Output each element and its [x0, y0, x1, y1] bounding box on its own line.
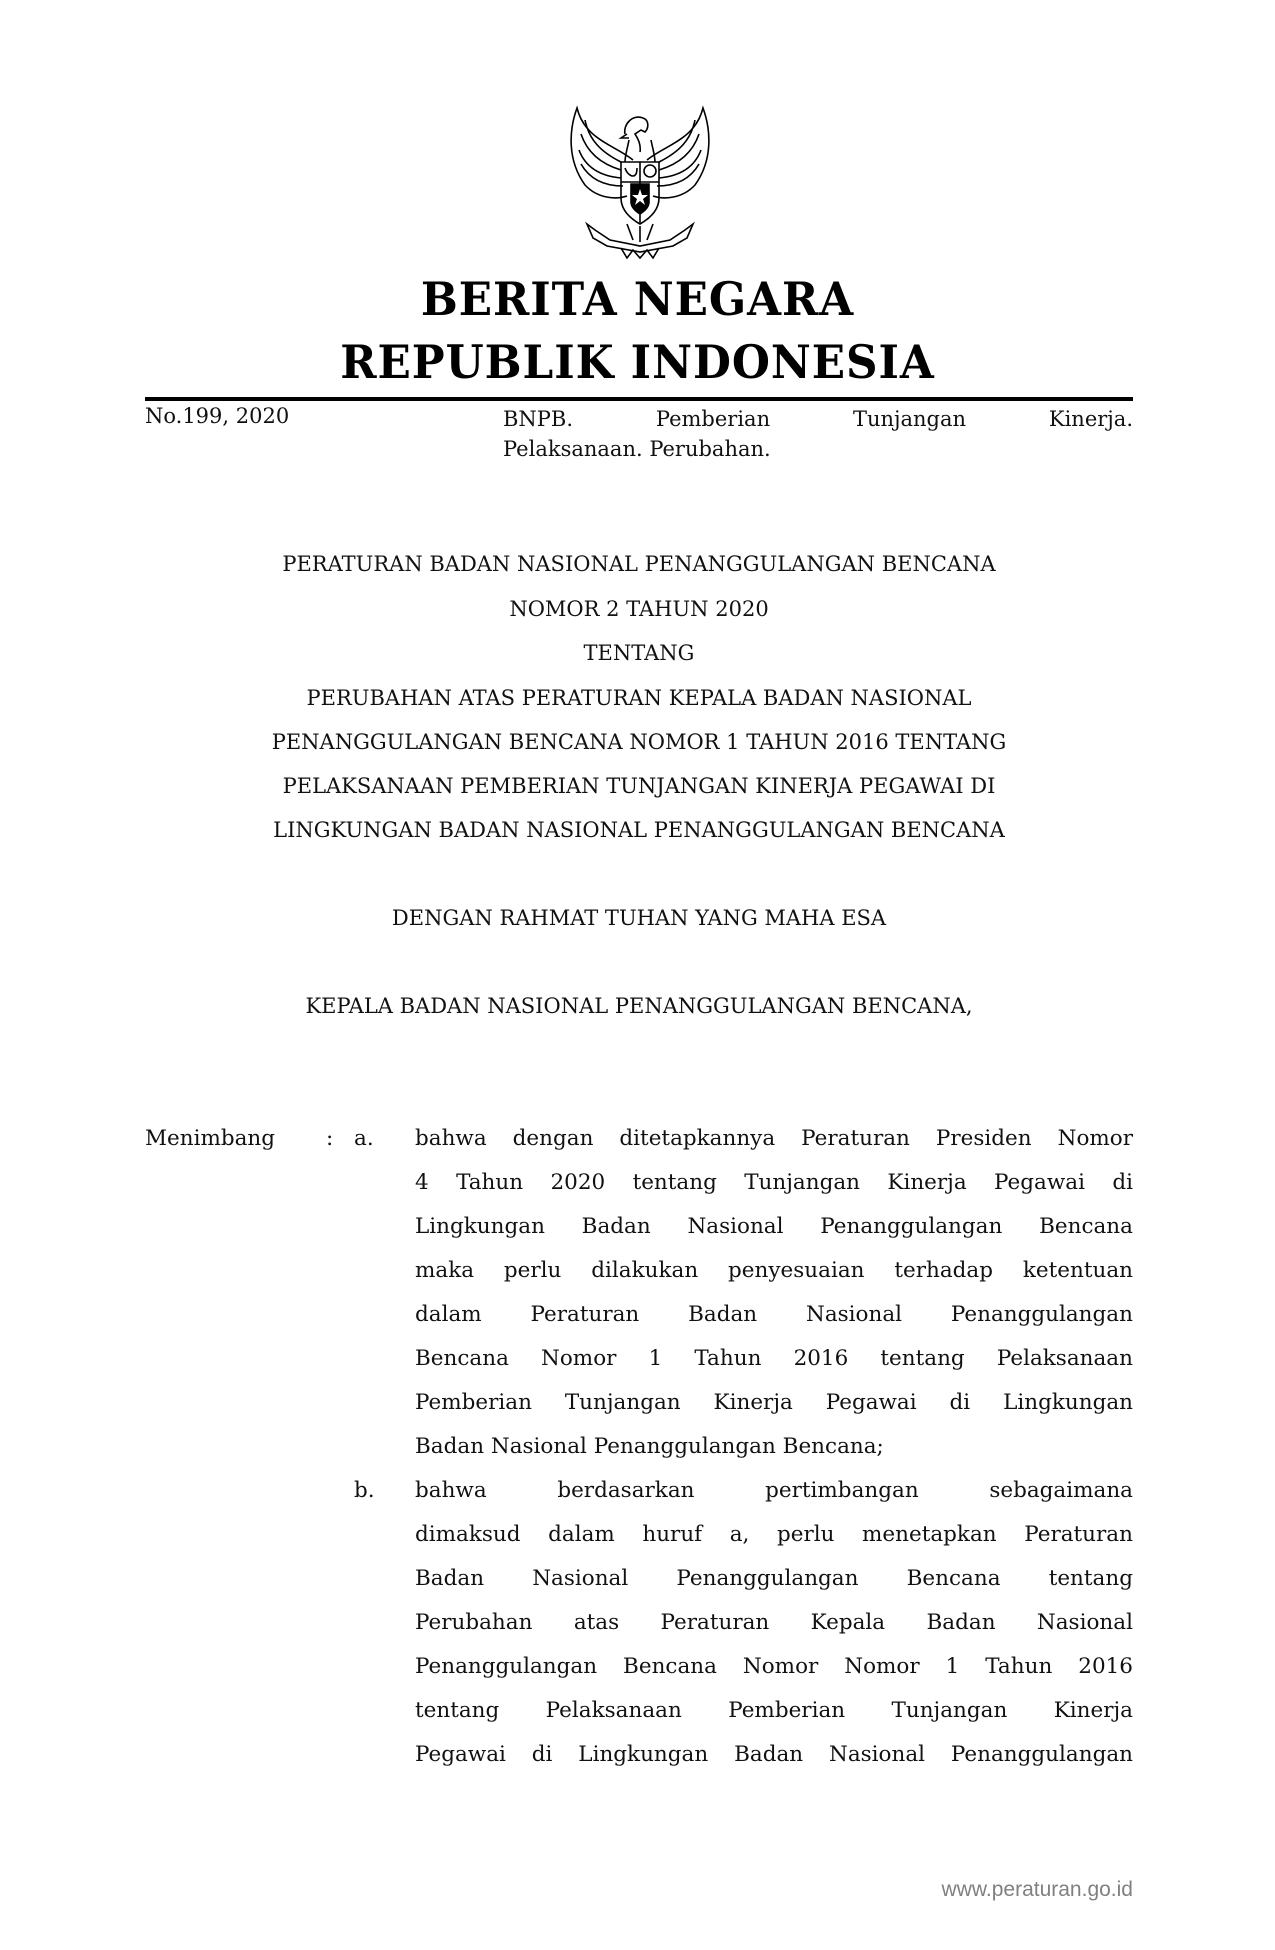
word: Penanggulangan: [950, 1742, 1133, 1767]
masthead-divider: [145, 397, 1133, 401]
word: Bencana: [906, 1566, 1001, 1591]
word: berdasarkan: [557, 1478, 695, 1503]
text-line: Badan Nasional Penanggulangan Bencana;: [415, 1434, 884, 1459]
word: Peraturan: [1024, 1522, 1133, 1547]
gazette-number: No.199, 2020: [145, 404, 290, 428]
word: Bencana: [415, 1346, 509, 1371]
word: Penanggulangan: [950, 1302, 1133, 1327]
word: menetapkan: [862, 1522, 997, 1547]
word: bahwa: [415, 1126, 487, 1151]
word: maka: [415, 1258, 475, 1283]
word: Tahun: [694, 1346, 762, 1371]
word: Perubahan: [415, 1610, 533, 1635]
item-marker-a: a.: [354, 1126, 374, 1151]
word: Pelaksanaan: [996, 1346, 1133, 1371]
considerations-label: Menimbang: [145, 1126, 276, 1151]
word: Tunjangan: [744, 1170, 861, 1195]
description-word: Tunjangan: [852, 407, 967, 431]
word: Badan: [688, 1302, 758, 1327]
word: Pegawai: [994, 1170, 1085, 1195]
title-line: LINGKUNGAN BADAN NASIONAL PENANGGULANGAN BENCANA: [273, 818, 1005, 842]
word: huruf: [642, 1522, 703, 1547]
text-line: [415, 1390, 1133, 1420]
word: Kinerja: [887, 1170, 967, 1195]
word: dengan: [512, 1126, 594, 1151]
text-line: [415, 1566, 1133, 1596]
title-line: TENTANG: [583, 641, 695, 665]
word: dalam: [415, 1302, 482, 1327]
word: atas: [573, 1610, 620, 1635]
word: Tunjangan: [891, 1698, 1008, 1723]
word: 1: [945, 1654, 960, 1679]
title-line: NOMOR 2 TAHUN 2020: [509, 597, 769, 621]
word: Nasional: [806, 1302, 903, 1327]
word: Penanggulangan: [676, 1566, 859, 1591]
text-line: [415, 1698, 1133, 1728]
masthead-title-line1: BERITA NEGARA: [420, 272, 855, 326]
word: dilakukan: [591, 1258, 699, 1283]
word: penyesuaian: [728, 1258, 865, 1283]
invocation: DENGAN RAHMAT TUHAN YANG MAHA ESA: [391, 906, 887, 930]
word: Kinerja: [713, 1390, 793, 1415]
word: Tahun: [985, 1654, 1053, 1679]
text-line: [415, 1654, 1133, 1684]
garuda-emblem-icon: [555, 100, 725, 260]
word: bahwa: [415, 1478, 487, 1503]
text-line: [415, 1742, 1133, 1772]
title-line: PENANGGULANGAN BENCANA NOMOR 1 TAHUN 2016 TENTANG: [271, 730, 1007, 754]
description-word: Pemberian: [655, 407, 771, 431]
word: di: [531, 1742, 553, 1767]
word: 2016: [793, 1346, 849, 1371]
word: Nomor: [1057, 1126, 1133, 1151]
word: tentang: [880, 1346, 965, 1371]
word: Penanggulangan: [415, 1654, 598, 1679]
word: Nasional: [1036, 1610, 1133, 1635]
word: Penanggulangan: [820, 1214, 1003, 1239]
word: dimaksud: [415, 1522, 521, 1547]
word: tentang: [632, 1170, 717, 1195]
word: Peraturan: [530, 1302, 640, 1327]
text-line: [415, 1258, 1133, 1288]
item-marker-b: b.: [354, 1478, 375, 1503]
text-line: [415, 1522, 1133, 1552]
word: Badan: [926, 1610, 996, 1635]
word: a,: [729, 1522, 750, 1547]
word: sebagaimana: [989, 1478, 1133, 1503]
word: Peraturan: [801, 1126, 910, 1151]
word: terhadap: [894, 1258, 994, 1283]
text-line: [415, 1346, 1133, 1376]
word: perlu: [503, 1258, 562, 1283]
word: Lingkungan: [1003, 1390, 1133, 1415]
considerations-colon: :: [326, 1126, 334, 1151]
word: Pemberian: [415, 1390, 532, 1415]
word: perlu: [776, 1522, 835, 1547]
word: 4: [415, 1170, 429, 1195]
word: Bencana: [623, 1654, 717, 1679]
word: Badan: [415, 1566, 485, 1591]
text-line: [415, 1478, 1133, 1508]
word: Nomor: [844, 1654, 920, 1679]
word: Nasional: [687, 1214, 784, 1239]
word: Pelaksanaan: [545, 1698, 682, 1723]
gazette-description: [503, 404, 1133, 464]
word: 1: [648, 1346, 663, 1371]
word: Nomor: [742, 1654, 819, 1679]
word: Tahun: [456, 1170, 524, 1195]
word: Badan: [734, 1742, 804, 1767]
text-line: [415, 1214, 1133, 1244]
word: pertimbangan: [765, 1478, 919, 1503]
word: Bencana: [1039, 1214, 1133, 1239]
issuing-authority: KEPALA BADAN NASIONAL PENANGGULANGAN BENCANA,: [305, 994, 973, 1018]
word: di: [949, 1390, 971, 1415]
word: Pegawai: [415, 1742, 506, 1767]
masthead-title-line2: REPUBLIK INDONESIA: [340, 335, 935, 389]
word: 2016: [1078, 1654, 1133, 1679]
word: Kinerja: [1053, 1698, 1133, 1723]
word: dalam: [548, 1522, 615, 1547]
word: Lingkungan: [415, 1214, 545, 1239]
footer-website-link[interactable]: www.peraturan.go.id: [941, 1878, 1133, 1901]
description-word: Kinerja.: [1048, 407, 1133, 431]
title-line: PELAKSANAAN PEMBERIAN TUNJANGAN KINERJA PEGAWAI DI: [282, 774, 996, 798]
word: Lingkungan: [578, 1742, 709, 1767]
word: ditetapkannya: [619, 1126, 776, 1151]
word: Badan: [581, 1214, 651, 1239]
word: Presiden: [935, 1126, 1032, 1151]
title-line: PERUBAHAN ATAS PERATURAN KEPALA BADAN NASIONAL: [306, 686, 972, 710]
word: 2020: [550, 1170, 606, 1195]
word: ketentuan: [1022, 1258, 1133, 1283]
description-line2: Pelaksanaan. Perubahan.: [503, 437, 771, 461]
word: Pemberian: [728, 1698, 846, 1723]
word: Peraturan: [660, 1610, 770, 1635]
word: Nasional: [829, 1742, 926, 1767]
word: Nasional: [532, 1566, 629, 1591]
word: Pegawai: [825, 1390, 917, 1415]
text-line: [415, 1610, 1133, 1640]
title-line: PERATURAN BADAN NASIONAL PENANGGULANGAN BENCANA: [282, 552, 996, 576]
word: di: [1112, 1170, 1133, 1195]
text-line: [415, 1126, 1133, 1156]
description-word: BNPB.: [503, 407, 574, 431]
word: Kepala: [810, 1610, 886, 1635]
text-line: [415, 1302, 1133, 1332]
word: Nomor: [541, 1346, 617, 1371]
text-line: [415, 1170, 1133, 1200]
word: Tunjangan: [564, 1390, 681, 1415]
word: tentang: [1048, 1566, 1133, 1591]
word: tentang: [415, 1698, 500, 1723]
